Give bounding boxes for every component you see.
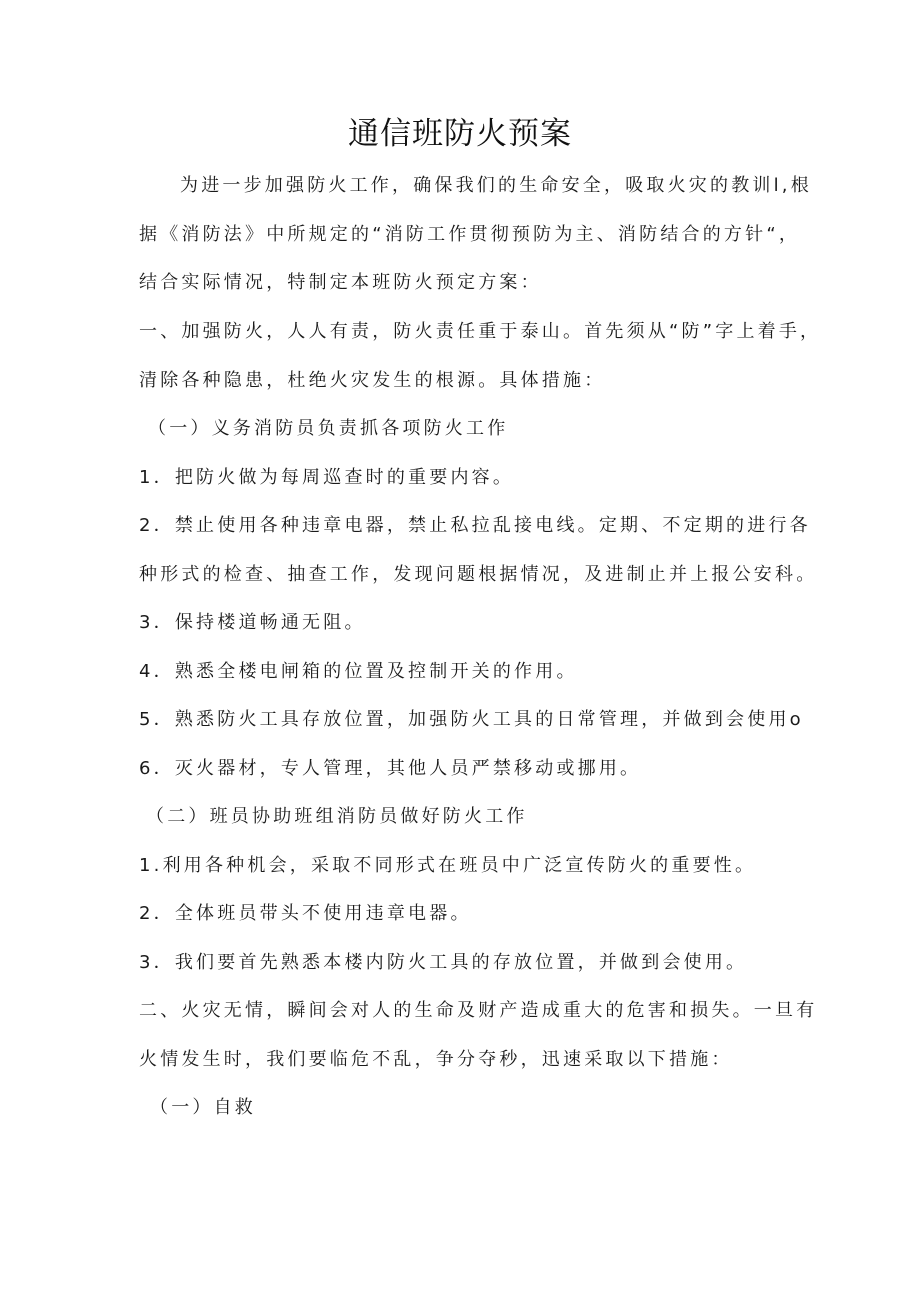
list-item: 2．禁止使用各种违章电器，禁止私拉乱接电线。定期、不定期的进行各 [139,515,811,536]
paragraph-line: 为进一步加强防火工作，确保我们的生命安全，吸取火灾的教训l,根 [180,175,812,196]
list-item: 6．灭火器材，专人管理，其他人员严禁移动或挪用。 [139,758,642,779]
subsection-heading: （一）自救 [150,1097,256,1118]
section-heading: 一、加强防火，人人有责，防火责任重于泰山。首先须从“防”字上着手， [139,321,822,342]
list-item: 3．我们要首先熟悉本楼内防火工具的存放位置，并做到会使用。 [139,952,748,973]
list-item: 1.利用各种机会，采取不同形式在班员中广泛宣传防火的重要性。 [139,855,757,876]
list-item-continued: 种形式的检查、抽查工作，发现问题根据情况，及进制止并上报公安科。 [139,564,818,585]
section-heading: 二、火灾无情，瞬间会对人的生命及财产造成重大的危害和损失。一旦有 [139,1000,818,1021]
list-item: 2．全体班员带头不使用违章电器。 [139,903,472,924]
paragraph-line: 据《消防法》中所规定的“消防工作贯彻预防为主、消防结合的方针“， [139,224,801,245]
document-title: 通信班防火预案 [348,116,572,152]
paragraph-line: 结合实际情况，特制定本班防火预定方案： [139,272,542,293]
list-item: 3．保持楼道畅通无阻。 [139,612,366,633]
paragraph-line: 清除各种隐患，杜绝火灾发生的根源。具体措施： [139,370,606,391]
list-item: 1．把防火做为每周巡查时的重要内容。 [139,467,515,488]
list-item: 5．熟悉防火工具存放位置，加强防火工具的日常管理，并做到会使用o [139,709,804,730]
paragraph-line: 火情发生时，我们要临危不乱，争分夺秒，迅速采取以下措施： [139,1049,733,1070]
list-item: 4．熟悉全楼电闸箱的位置及控制开关的作用。 [139,661,578,682]
subsection-heading: （二）班员协助班组消防员做好防火工作 [146,806,528,827]
subsection-heading: （一）义务消防员负责抓各项防火工作 [148,418,509,439]
